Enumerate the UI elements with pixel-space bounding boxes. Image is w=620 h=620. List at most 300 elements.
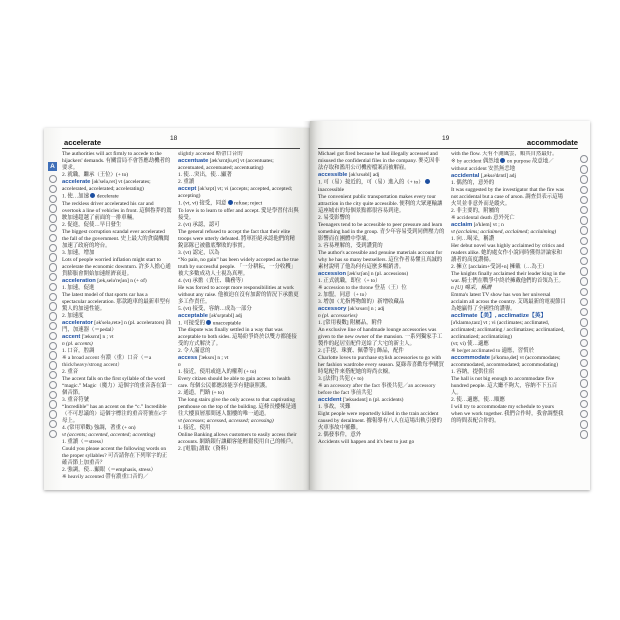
entry-text: 2. 加盟，同意（+ to） — [318, 291, 370, 298]
headword: accession — [318, 270, 347, 277]
definition — [178, 278, 300, 285]
entry-text: The latest model of that sports car has a spectacular acceleration. 那款跑車的最新車型有驚人的加速性能。 — [62, 291, 171, 312]
definition — [318, 348, 445, 355]
entry-text: 1. 事故，災難 — [318, 403, 351, 410]
headword-entry — [62, 320, 172, 334]
thumb-index-circle — [49, 293, 57, 301]
usage-note — [178, 151, 300, 158]
entry-text: [ək'sɛsəbl] adj — [347, 172, 380, 178]
usage-note — [451, 158, 566, 173]
headword-entry — [451, 222, 566, 229]
thumb-index-circle — [49, 234, 57, 242]
entry-text: 1. [常用複數] 附屬品，附件 — [318, 319, 383, 326]
entry-text: 2. 重音 — [62, 368, 79, 375]
example-sentence — [318, 355, 445, 376]
usage-note — [62, 474, 172, 481]
thumb-index-circle — [580, 267, 588, 275]
headword: access — [178, 355, 198, 362]
thumb-index-circle — [49, 322, 57, 330]
entry-text: ['æksɛnt] n ; vt — [80, 333, 114, 340]
entry-text: 3. 重音符號 — [62, 396, 89, 403]
entry-text: ※ by accident 偶然地 — [451, 158, 500, 165]
headword-entry — [318, 306, 445, 313]
entry-text: Emma's latest TV show has won her universal acclaim all across the country. 艾瑪最新的電視節目為她贏得了全國性的讚譽。 — [451, 291, 566, 312]
antonym-icon — [206, 320, 211, 325]
thumb-index-circle — [49, 195, 57, 203]
entry-text: n (pl. accessories) — [318, 312, 358, 319]
thumb-index-circle — [580, 328, 588, 336]
entry-text: [ə'klem] vt ; n — [472, 221, 504, 228]
definition — [178, 369, 300, 376]
example-sentence — [62, 229, 172, 250]
text-column-right-1 — [318, 151, 445, 489]
headword: accelerator — [62, 319, 93, 326]
example-sentence — [318, 250, 445, 271]
example-sentence — [62, 446, 172, 467]
thumb-index-circle — [580, 277, 588, 285]
entry-text-tail: ／without accident 安然無恙地 — [451, 158, 554, 172]
thumb-index-circle — [580, 257, 588, 265]
definition — [318, 179, 445, 194]
part-of-speech — [318, 313, 445, 320]
headword-entry — [62, 179, 172, 193]
entry-text: Every citizen should be able to gain access to health care. 每個公民都應該能享有健康照護。 — [178, 376, 291, 390]
antonym: inaccessible — [318, 186, 345, 193]
headword: accident — [318, 396, 342, 403]
page-number-left: 18 — [170, 135, 178, 142]
entry-text: 2. 強調，使…顯眼（＝emphasis, stress） — [62, 466, 157, 473]
antonym: refuse; reject — [234, 200, 263, 207]
entry-text: 4. (vt) 承擔（責任、職務等） — [178, 277, 247, 284]
thumb-index-circle — [580, 155, 588, 163]
entry-text: n (pl. accents) — [62, 340, 93, 347]
entry-text: ※ accidental death 意外死亡 — [451, 214, 515, 221]
entry-text: 1. 加速，促進 — [62, 284, 95, 291]
part-of-speech — [451, 229, 566, 236]
entry-text: [æk,selə'reʃən] n (+ of) — [95, 277, 147, 284]
entry-text: 2. 易受影響的 — [318, 214, 351, 221]
entry-text: The author's accessible and genuine materials account for why he has so many bestsellers. 這位作者易懂且真誠的素材說明了他為何有這麼多暢銷書。 — [318, 249, 443, 270]
antonym-icon — [90, 193, 95, 198]
entry-text: I will try to accommodate my schedule to yours when we work together. 我們合作時，我會調整我的時間表配合你的。 — [451, 403, 564, 424]
entry-text: To love is to learn to offer and accept. 愛是學習付出與接受。 — [178, 207, 299, 221]
thumb-index-circle — [580, 226, 588, 234]
thumb-index-tab: A — [48, 162, 57, 171]
entry-text: 1. 口音，腔調 — [62, 347, 95, 354]
thumb-index-circle — [49, 214, 57, 222]
thumb-index-circle — [49, 175, 57, 183]
entry-text: with the flow. 天有不測風雲，順其自然最好。 — [451, 151, 558, 157]
thumb-index-circle — [49, 244, 57, 252]
thumb-index-circle — [580, 288, 588, 296]
entry-text: The convenient public transportation makes every tour attraction in the city quite accessible. 便利的大眾運輸讓這座城市的每個景點都很容易到達。 — [318, 193, 443, 214]
entry-text: The accent falls on the first syllable of the word “magic.” Magic（魔力）這個字的重音落在第一個音節。 — [62, 375, 172, 396]
thumb-index-circle — [49, 302, 57, 310]
entry-text: Michael got fired because he had illegally accessed and misused the confidential files in the company. 麥克因非法存取和濫用公司機密檔案而被解雇。 — [318, 151, 440, 171]
entry-text: 3. [法律] 共犯 (+ to) — [318, 375, 364, 382]
thumb-index-circle — [49, 185, 57, 193]
thumb-index-circle — [49, 273, 57, 281]
example-sentence — [62, 257, 172, 278]
example-sentence — [451, 243, 566, 264]
entry-text: ※ be/get acclimated to 適應，習慣於 — [451, 347, 534, 354]
example-sentence — [451, 187, 566, 208]
thumb-index-circle — [580, 359, 588, 367]
entry-text: Charlotte loves to purchase stylish accessories to go with her fashion wardrobe every season. 夏綠蒂喜歡每季購買時髦配件來搭配她的時尚衣櫥。 — [318, 354, 445, 375]
thumb-index-circle — [49, 371, 57, 379]
thumb-index-circle — [580, 390, 588, 398]
thumb-index-circle — [49, 410, 57, 418]
entry-text: The long stairs give the only access to that captivating penthouse on the top of the building. 這條長樓梯是通往大樓頂層那間迷人閣樓的唯一通道。 — [178, 397, 297, 418]
definition — [178, 390, 300, 397]
definition — [178, 250, 300, 257]
definition — [178, 172, 300, 179]
definition — [318, 292, 445, 299]
guide-word-right: accommodate — [526, 138, 578, 147]
entry-text: 4. (常用單數) 強調，著重 (+ on) — [62, 424, 136, 431]
entry-text: [ək'selə,retɚ] n (pl. accelerators) 油門，加速器（＝pedal） — [62, 319, 172, 333]
thumb-index-circle — [580, 175, 588, 183]
definition — [178, 179, 300, 186]
definition — [62, 425, 172, 432]
headword-entry — [318, 172, 445, 179]
definition — [62, 285, 172, 292]
definition — [62, 439, 172, 446]
entry-text: 1. 使…加速 — [62, 193, 89, 200]
definition — [318, 243, 445, 250]
entry-text: The dispute was finally settled in a way that was acceptable to both sides. 這場紛爭終於以雙方都能接受的方式解決了。 — [178, 327, 297, 348]
entry-text: The hall is not big enough to accommodate five hundred people. 這大廳不夠大，容納不下五百人。 — [451, 375, 558, 396]
entry-text: 1. 接近，使用或進入的權利 (+ to) — [178, 369, 257, 376]
definition — [318, 278, 445, 285]
definition — [451, 341, 566, 348]
antonym-icon — [228, 200, 233, 205]
example-sentence — [451, 376, 566, 397]
entry-text: 1. 偶然的，意外的 — [451, 179, 495, 186]
headword: accommodate — [451, 354, 490, 361]
entry-text: 2. 偶發事件，意外 — [318, 431, 362, 438]
entry-text: ※ an accessory after the fact 事後共犯／an accessory before the fact 事前共犯 — [318, 382, 436, 396]
entry-text: ※ heavily accented 帶有濃重口音的／ — [62, 473, 149, 480]
entry-text: 3. 增加（尤指博物館的）新增收藏品 — [318, 298, 405, 305]
thumb-index-circle — [49, 420, 57, 428]
entry-text: “Incredible” has an accent on the “c.” Incredible（不可思議的）這個字標注的重音符號在c字母上。 — [62, 403, 167, 424]
entry-text: ※ accession to the throne 登基（王）位 — [318, 284, 407, 291]
entry-text: ※ a broad accent 有濃（重）口音（＝a thick/heavy/strong accent） — [62, 354, 152, 368]
example-sentence — [451, 292, 566, 313]
usage-note — [318, 383, 445, 397]
definition — [178, 200, 300, 208]
example-sentence — [62, 201, 172, 222]
entry-text: [,æksə'dɛntl] adj — [479, 172, 516, 179]
example-sentence — [318, 222, 445, 243]
antonym-icon — [500, 158, 505, 163]
part-of-speech — [62, 341, 172, 348]
entry-text: 2. 擁立 [acclaim+受詞+n] 擁戴（…為王） — [451, 263, 548, 270]
example-sentence — [62, 404, 172, 425]
text-column-left-1 — [62, 151, 172, 487]
thumb-index-circle — [49, 253, 57, 261]
entry-text: slightly accented 略帶口音的 — [178, 151, 243, 157]
definition — [318, 215, 445, 222]
thumb-index-circle — [580, 216, 588, 224]
thumb-index-circle — [49, 332, 57, 340]
entry-text: An exclusive line of handmade lounge accessories was given to the new owner of the mansion. 一系列獨家手工製作的起居室配件送給了大宅的新主人。 — [318, 326, 443, 347]
entry-text: “No pain, no gain” has been widely accepted as the true truth by successful people. 「一分耕耘，一分收穫」被大多數成功人士視為真理。 — [178, 256, 299, 277]
headword-entry — [451, 173, 566, 180]
entry-text: 2. 使…適應，使…順應 — [451, 396, 505, 403]
entry-text: (vt; vi) 使…適應 — [451, 340, 489, 347]
thumb-index-circle — [49, 430, 57, 438]
definition — [318, 320, 445, 327]
thumb-index-circle — [580, 237, 588, 245]
definition — [451, 264, 566, 271]
definition — [62, 467, 172, 474]
example-sentence — [318, 439, 445, 446]
entry-text: ['æksədənt] n (pl. accidents) — [341, 396, 404, 403]
example-sentence — [178, 327, 300, 348]
thumb-index-circle — [580, 308, 588, 316]
thumb-index-circle — [580, 430, 588, 438]
thumb-index-circle — [580, 186, 588, 194]
entry-text: 2. [電腦] 讀取（資料） — [178, 446, 232, 453]
antonym-icon — [425, 179, 430, 184]
entry-text: vt (accesses; accessed, accessed; accessing) — [178, 418, 274, 425]
thumb-index-circle — [580, 206, 588, 214]
entry-text: Online Banking allows customers to easily access their accounts. 網路銀行讓顧客能輕鬆使用自己的帳戶。 — [178, 432, 297, 446]
example-sentence — [178, 208, 300, 222]
thumb-index-circle — [49, 351, 57, 359]
thumb-index-circle — [49, 361, 57, 369]
entry-text: 2. 通道，門路 (+ to) — [178, 390, 224, 397]
entry-text: ['æksɛs] n ; vt — [197, 355, 229, 362]
definition — [62, 250, 172, 257]
entry-text: 1. 容納，提供住宿 — [451, 368, 495, 375]
headword-entry — [62, 278, 172, 285]
headword: accentuate — [178, 158, 209, 164]
headword: accelerate — [62, 179, 91, 185]
definition — [62, 397, 172, 404]
definition — [451, 236, 566, 243]
example-sentence — [451, 151, 566, 158]
headword-entry — [451, 313, 566, 341]
thumb-index-circle — [49, 400, 57, 408]
right-page — [310, 121, 590, 490]
headword: accent — [62, 333, 81, 340]
part-of-speech — [451, 285, 566, 292]
thumb-index-circle — [580, 165, 588, 173]
definition — [318, 376, 445, 383]
headword: acclaim — [451, 221, 473, 228]
example-sentence — [451, 404, 566, 425]
definition — [318, 432, 445, 439]
entry-text: 5. (vt) 接受，容納…成為一部分 — [178, 305, 252, 312]
entry-text: Eight people were reportedly killed in the train accident caused by derailment. 據報導有八人在這場出軌引發的火車事故中罹難。 — [318, 410, 442, 431]
thumb-index-circle — [580, 349, 588, 357]
entry-text: 2. (vt) 承認，認可 — [178, 221, 220, 228]
definition — [62, 172, 172, 179]
headword: acclimate【美】, acclimatize【英】 — [451, 312, 547, 319]
part-of-speech — [62, 432, 172, 439]
headword-entry — [178, 186, 300, 200]
entry-text: [ək'selə,ret] vt (accelerates; accelerated, accelerated; accelerating) — [62, 179, 151, 192]
example-sentence — [178, 229, 300, 250]
example-sentence — [62, 292, 172, 313]
thumb-index-circle — [49, 381, 57, 389]
entry-text: 2. 令人滿意的 — [178, 348, 211, 355]
example-sentence — [62, 376, 172, 397]
headword-entry — [318, 397, 445, 404]
headword: acceptable — [178, 312, 208, 319]
usage-note — [62, 355, 172, 369]
example-sentence — [178, 376, 300, 390]
thumb-index-circle — [580, 379, 588, 387]
entry-text: He was forced to accept more responsibilities at work without any raise. 他被迫在沒有加薪的情況下承擔更多工作責任。 — [178, 284, 299, 305]
entry-text: 1. 可接受的 — [178, 320, 205, 327]
example-sentence — [318, 194, 445, 215]
thumb-index-circle — [580, 410, 588, 418]
entry-text: 3. 容易理解的，受到讚賞的 — [318, 242, 383, 249]
definition — [451, 208, 566, 215]
definition — [178, 222, 300, 229]
headword-entry — [178, 158, 300, 172]
example-sentence — [178, 285, 300, 306]
entry-text: The general refused to accept the fact that their elite troops were utterly defeated. 將軍拒絕承認他們的精銳部隊已被徹底擊敗的事實。 — [178, 228, 295, 249]
headword: acceleration — [62, 277, 96, 284]
example-sentence — [178, 257, 300, 278]
entry-text: The reckless driver accelerated his car and overtook a line of vehicles in front. 這個魯莽的駕駛加速超越了前面的一排車輛。 — [62, 200, 172, 221]
entry-text: Her debut novel was highly acclaimed by critics and readers alike. 她的處女作小說同時獲得評論家和讀者的高度讚揚。 — [451, 242, 565, 263]
entry-text: Could you please accent the following words on the proper syllables? 可否請你在下列單字的正確音節上加重音？ — [62, 445, 168, 466]
usage-note — [451, 348, 566, 355]
example-sentence — [62, 151, 172, 172]
example-sentence — [451, 271, 566, 285]
definition — [451, 180, 566, 187]
entry-text: 1. 正式就職，即位（+ to） — [318, 277, 381, 284]
entry-text: Accidents will happen and it's best to just go — [318, 438, 415, 445]
entry-text: n — [178, 362, 181, 369]
header-rule — [318, 148, 578, 149]
entry-text: 2. 促進，促使…早日發生 — [62, 221, 122, 228]
thumb-index-circle — [580, 339, 588, 347]
entry-text: 2. 重讀 — [178, 179, 195, 185]
thumb-index-circle — [580, 318, 588, 326]
headword-entry — [62, 334, 172, 341]
thumb-index-circle — [580, 247, 588, 255]
definition — [318, 404, 445, 411]
definition — [62, 222, 172, 229]
definition — [62, 193, 172, 201]
entry-text: 1. 重讀（＝stress） — [62, 438, 107, 445]
definition — [451, 397, 566, 404]
definition — [178, 446, 300, 453]
headword: accessible — [318, 172, 348, 178]
headword-entry — [318, 271, 445, 278]
entry-text: Lots of people worried inflation might start to accelerate the economic downturn. 許多人擔心通貨膨脹會開始加速經濟衰退。 — [62, 256, 171, 277]
entry-text: 2. 加速度 — [62, 312, 84, 319]
book-spine-shadow — [303, 121, 317, 490]
headword-entry — [178, 355, 300, 362]
entry-text: [æk'sɛntʃu,et] vt (accentuates; accentuated, accentuated; accentuating) — [178, 158, 274, 171]
entry-text: [ək'sɛsərɪ] n ; adj — [346, 305, 385, 312]
entry-text: 2. 就職，繼承（王位）(+ to) — [62, 172, 129, 178]
entry-text: The knights finally acclaimed their leader king in the war. 騎士們在戰爭中終於擁戴他們的首領為王。 — [451, 270, 566, 284]
definition — [178, 348, 300, 355]
definition — [62, 348, 172, 355]
entry-text: The biggest corruption scandal ever accelerated the fall of the government. 史上最大的貪腐醜聞加速了政府的垮台。 — [62, 228, 170, 249]
entry-text: 1. 使…突出，使…顯著 — [178, 172, 232, 178]
thumb-index-circle — [580, 369, 588, 377]
page-number-right: 19 — [442, 135, 450, 142]
definition — [178, 306, 300, 313]
entry-text: [ək'sɛptəbl] adj — [207, 312, 243, 319]
antonym: decelerate — [96, 193, 119, 200]
entry-text: vt (acclaims; acclaimed, acclaimed; acclaiming) — [451, 228, 557, 235]
entry-text: 1. (vt, vi) 接受，同意 — [178, 200, 227, 207]
entry-text: [æk'sɛʃən] n (pl. accessions) — [346, 270, 409, 277]
thumb-index-circle — [49, 263, 57, 271]
thumb-index-circle — [580, 196, 588, 204]
thumb-index-circle — [49, 224, 57, 232]
header-rule — [62, 148, 300, 149]
usage-note — [451, 215, 566, 222]
entry-text: n [U] 喝采，稱讚 — [451, 284, 492, 291]
entry-text: 3. (vt) 認定，以為 — [178, 249, 220, 256]
guide-word-left: accelerate — [64, 138, 102, 147]
thumb-index-circle — [580, 298, 588, 306]
text-column-left-2 — [178, 151, 300, 487]
thumb-index-circle — [49, 391, 57, 399]
entry-text: 1. 接近，使用 — [178, 425, 211, 432]
entry-text: 1. 向…喝采，稱讚 — [451, 235, 495, 242]
entry-text: 3. 加速，增加 — [62, 249, 95, 256]
entry-text: [ək'sɛpt] vt; vi (accepts; accepted, accepted; accepting) — [178, 186, 293, 199]
thumb-index-circle — [580, 400, 588, 408]
entry-text: It was suggested by the investigator that the fire was not accidental but a case of arson. 調查員表示這場火災並非意外而是縱火。 — [451, 186, 565, 207]
example-sentence — [318, 151, 445, 172]
definition — [62, 369, 172, 376]
example-sentence — [318, 327, 445, 348]
thumb-index-circle — [49, 283, 57, 291]
headword: accessory — [318, 305, 347, 312]
left-page — [44, 128, 310, 490]
antonym: on purpose 故意地 — [506, 158, 549, 165]
entry-text: [ə'kɑmə,det] vt (accommodates; accommodated, accommodated; accommodating) — [451, 354, 561, 368]
example-sentence — [178, 432, 300, 446]
entry-text: vt (accents; accented, accented; accenting) — [62, 431, 156, 438]
thumb-index-circle — [49, 342, 57, 350]
text-column-right-2 — [451, 151, 566, 489]
definition — [62, 313, 172, 320]
definition — [178, 425, 300, 432]
usage-note — [318, 285, 445, 292]
entry-text: The authorities will act firmly to accede to the hijackers' demands. 有關當局不會答應劫機者的要求。 — [62, 151, 171, 171]
antonym: unacceptable — [212, 320, 241, 327]
definition — [451, 369, 566, 376]
thumb-index-circle — [580, 420, 588, 428]
example-sentence — [178, 397, 300, 418]
example-sentence — [318, 411, 445, 432]
headword-entry — [451, 355, 566, 369]
entry-text: 2. [手提、珠寶、佩帶等] 飾品，配件 — [318, 347, 404, 354]
thumb-index-circle — [49, 312, 57, 320]
definition — [318, 299, 445, 306]
headword: accidental — [451, 172, 480, 179]
headword-entry — [178, 313, 300, 320]
thumb-index-circle — [49, 204, 57, 212]
entry-text: 1. 可（易）接近的，可（易）進入的（+ to） — [318, 179, 424, 186]
entry-text: 2. 非主要的，附屬的 — [451, 207, 500, 214]
